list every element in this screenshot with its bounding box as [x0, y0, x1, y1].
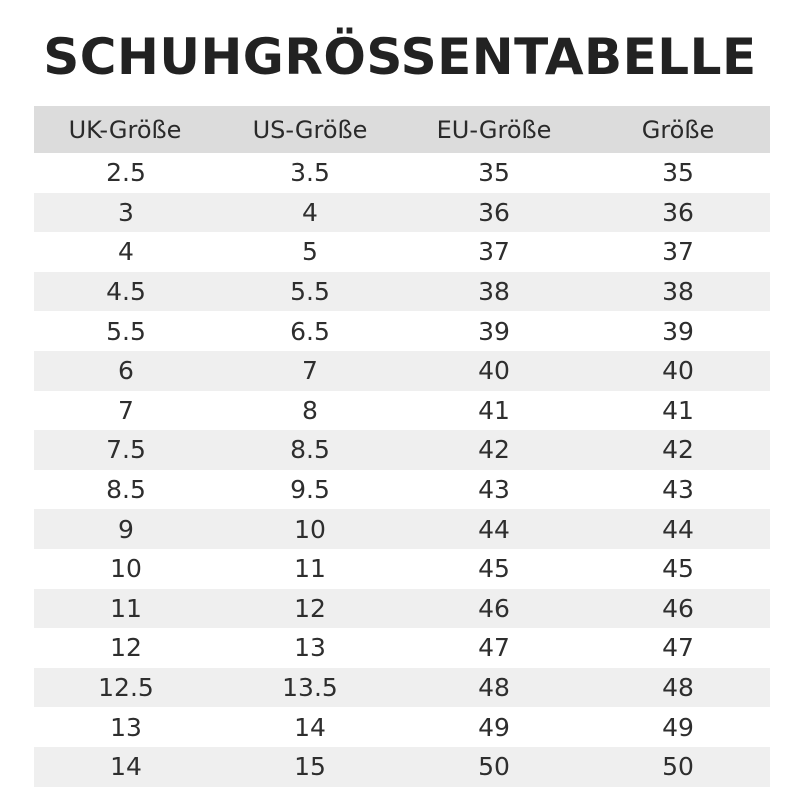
header-uk-size: UK-Größe [34, 106, 218, 153]
us-size-cell: 10 [218, 509, 402, 549]
eu-size-cell: 35 [478, 158, 510, 188]
uk-size-cell: 5.5 [106, 316, 146, 346]
size-cell: 35 [662, 158, 694, 188]
eu-size-cell: 39 [478, 316, 510, 346]
eu-size-cell: 44 [402, 509, 586, 549]
us-size-cell: 9.5 [290, 475, 330, 505]
uk-size-cell: 6 [34, 351, 218, 391]
uk-size-cell: 12 [110, 633, 142, 663]
table-row [34, 707, 770, 747]
us-size-cell: 11 [294, 554, 326, 584]
uk-size-cell: 7 [118, 395, 134, 425]
size-cell: 36 [586, 193, 770, 233]
table-row [34, 153, 770, 193]
uk-size-cell: 10 [110, 554, 142, 584]
size-cell: 42 [586, 430, 770, 470]
eu-size-cell: 37 [478, 237, 510, 267]
eu-size-cell: 38 [402, 272, 586, 312]
eu-size-cell: 45 [478, 554, 510, 584]
us-size-cell: 8 [302, 395, 318, 425]
table-row [34, 668, 770, 708]
eu-size-cell: 42 [402, 430, 586, 470]
eu-size-cell: 50 [402, 747, 586, 787]
table-row [34, 470, 770, 510]
table-row [34, 549, 770, 589]
us-size-cell: 8.5 [218, 430, 402, 470]
size-cell: 44 [586, 509, 770, 549]
eu-size-cell: 43 [478, 475, 510, 505]
table-row [34, 509, 770, 549]
table-row [34, 430, 770, 470]
us-size-cell: 7 [218, 351, 402, 391]
size-cell: 48 [586, 668, 770, 708]
header-eu-size: EU-Größe [402, 106, 586, 153]
eu-size-cell: 48 [402, 668, 586, 708]
table-row [34, 351, 770, 391]
eu-size-cell: 49 [478, 712, 510, 742]
header-size: Größe [586, 106, 770, 153]
eu-size-cell: 46 [402, 589, 586, 629]
us-size-cell: 13 [294, 633, 326, 663]
eu-size-cell: 41 [478, 395, 510, 425]
uk-size-cell: 4 [118, 237, 134, 267]
size-cell: 40 [586, 351, 770, 391]
uk-size-cell: 9 [34, 509, 218, 549]
table-row [34, 628, 770, 668]
table-header-row [34, 106, 770, 153]
size-cell: 45 [662, 554, 694, 584]
table-row [34, 747, 770, 787]
uk-size-cell: 11 [34, 589, 218, 629]
size-cell: 37 [662, 237, 694, 267]
table-row [34, 272, 770, 312]
us-size-cell: 14 [294, 712, 326, 742]
uk-size-cell: 2.5 [106, 158, 146, 188]
size-cell: 49 [662, 712, 694, 742]
size-cell: 46 [586, 589, 770, 629]
size-cell: 39 [662, 316, 694, 346]
us-size-cell: 5.5 [218, 272, 402, 312]
table-row [34, 311, 770, 351]
table-row [34, 589, 770, 629]
us-size-cell: 15 [218, 747, 402, 787]
uk-size-cell: 12.5 [34, 668, 218, 708]
uk-size-cell: 3 [34, 193, 218, 233]
size-cell: 47 [662, 633, 694, 663]
eu-size-cell: 47 [478, 633, 510, 663]
uk-size-cell: 7.5 [34, 430, 218, 470]
size-cell: 43 [662, 475, 694, 505]
size-cell: 38 [586, 272, 770, 312]
header-us-size: US-Größe [218, 106, 402, 153]
table-row [34, 391, 770, 431]
size-cell: 50 [586, 747, 770, 787]
us-size-cell: 3.5 [290, 158, 330, 188]
shoe-size-table [34, 106, 770, 787]
us-size-cell: 12 [218, 589, 402, 629]
uk-size-cell: 14 [34, 747, 218, 787]
uk-size-cell: 8.5 [106, 475, 146, 505]
size-cell: 41 [662, 395, 694, 425]
us-size-cell: 6.5 [290, 316, 330, 346]
uk-size-cell: 13 [110, 712, 142, 742]
table-row [34, 193, 770, 233]
eu-size-cell: 36 [402, 193, 586, 233]
us-size-cell: 13.5 [218, 668, 402, 708]
page-title: SCHUHGRÖSSENTABELLE [43, 28, 757, 86]
us-size-cell: 5 [302, 237, 318, 267]
table-row [34, 232, 770, 272]
uk-size-cell: 4.5 [34, 272, 218, 312]
eu-size-cell: 40 [402, 351, 586, 391]
us-size-cell: 4 [218, 193, 402, 233]
